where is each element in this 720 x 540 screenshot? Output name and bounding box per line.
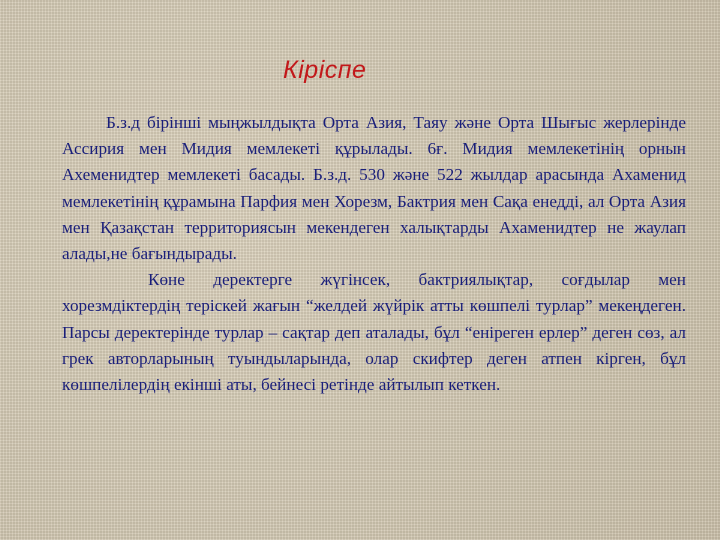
paragraph-2: Көне деректерге жүгінсек, бактриялықтар, соғдылар мен хорезмдіктердің теріскей жағын “желдей жүйрік атты көшпелі турлар” мекеңдеген. Парсы деректерінде турлар – сақтар деп аталады, бұл “еніреген ерлер” деген сөз, ал грек авторларының туындыларында, олар скифтер деген атпен кірген, бұл көшпелілердің екінші аты, бейнесі ретінде айтылып кеткен.	[62, 270, 686, 395]
slide-body	[62, 110, 686, 398]
paragraph-1: Б.з.д бірінші мыңжылдықта Орта Азия, Таяу және Орта Шығыс жерлерінде Ассирия мен Мидия мемлекеті құрылады. 6ғ. Мидия мемлекетінің орнын Ахеменидтер мемлекеті басады. Б.з.д. 530 және 522 жылдар арасында Ахаменид мемлекетінің құрамына Парфия мен Хорезм, Бактрия мен Сақа енедді, ал Орта Азия мен Қазақстан территориясын мекендеген халықтарды Ахаменидтер не жаулап алады,не бағындырады.	[62, 113, 686, 264]
slide-title: Кіріспе	[283, 56, 367, 84]
